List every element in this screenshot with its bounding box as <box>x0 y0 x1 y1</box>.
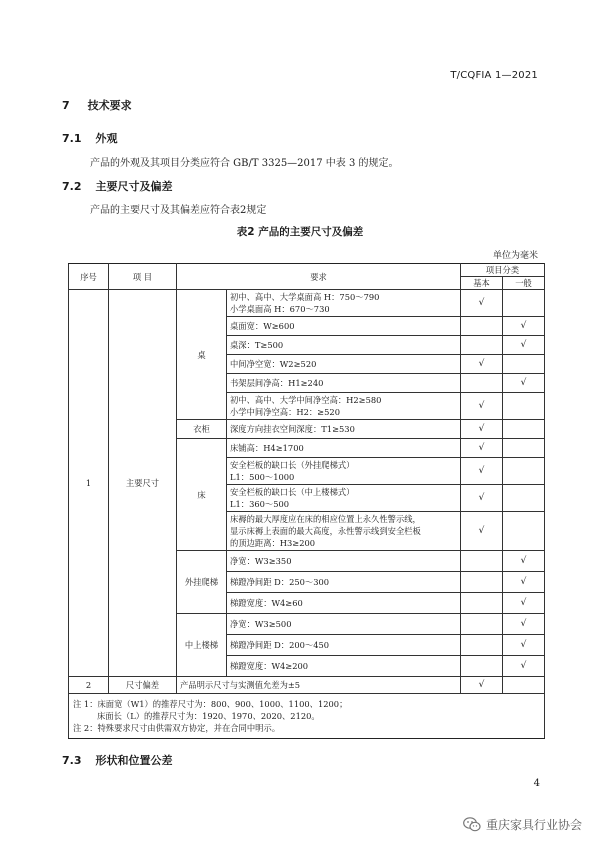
header-item: 项 目 <box>109 264 177 290</box>
table-row: 梯蹬净间距 D：200～450 <box>227 635 461 656</box>
note-2: 注 2：特殊要求尺寸由供需双方协定，并在合同中明示。 <box>73 723 281 733</box>
section-number: 7.1 <box>62 132 82 145</box>
table-row: 床褥的最大厚度应在床的相应位置上永久性警示线， 显示床褥上表面的最大高度，永性警示线到安全栏板 的顶边距离：H3≥200 <box>227 512 461 551</box>
table-row: 梯蹬宽度：W4≥60 <box>227 593 461 614</box>
check-mark: √ <box>503 374 545 393</box>
header-req: 要求 <box>177 264 461 290</box>
page-number: 4 <box>533 778 540 789</box>
table-row: 梯蹬净间距 D：250～300 <box>227 572 461 593</box>
section-number: 7.3 <box>62 754 82 767</box>
check-mark: √ <box>503 593 545 614</box>
section-7-1-body: 产品的外观及其项目分类应符合 GB/T 3325—2017 中表 3 的规定。 <box>90 158 399 169</box>
table-row: 净宽：W3≥500 <box>227 614 461 635</box>
table-row: 安全栏板的缺口长（中上楼梯式） L1：360～500 <box>227 485 461 512</box>
table-row: 净宽：W3≥350 <box>227 551 461 572</box>
section-title: 主要尺寸及偏差 <box>95 180 173 193</box>
row-2-no: 2 <box>69 677 109 694</box>
wechat-icon <box>463 817 481 832</box>
watermark <box>463 816 582 833</box>
table-row: 桌深：T≥500 <box>227 336 461 355</box>
section-7-1-heading <box>62 130 118 146</box>
check-mark: √ <box>461 512 503 551</box>
watermark-text: 重庆家具行业协会 <box>485 818 582 832</box>
group-wardrobe: 衣柜 <box>177 420 227 439</box>
table-row: 初中、高中、大学桌面高 H：750～790 小学桌面高 H：670～730 <box>227 290 461 317</box>
table-title: 表2 产品的主要尺寸及偏差 <box>236 226 364 238</box>
table-row: 初中、高中、大学中间净空高：H2≥580 小学中间净空高：H2：≥520 <box>227 393 461 420</box>
document-code: T/CQFIA 1—2021 <box>450 70 538 81</box>
check-mark: √ <box>461 485 503 512</box>
check-mark: √ <box>461 439 503 458</box>
row-2-item: 尺寸偏差 <box>109 677 177 694</box>
table-row: 中间净空宽：W2≥520 <box>227 355 461 374</box>
section-7-2-body: 产品的主要尺寸及其偏差应符合表2规定 <box>90 205 267 216</box>
section-7-3-heading <box>62 752 173 768</box>
check-mark: √ <box>461 677 503 694</box>
check-mark: √ <box>461 458 503 485</box>
table-row: 书架层间净高：H1≥240 <box>227 374 461 393</box>
check-mark: √ <box>503 551 545 572</box>
section-number: 7.2 <box>62 180 82 193</box>
check-mark: √ <box>503 635 545 656</box>
section-7-heading <box>62 97 132 113</box>
row-2-req: 产品明示尺寸与实测值允差为±5 <box>177 677 461 694</box>
section-title: 外观 <box>95 132 118 145</box>
check-mark: √ <box>461 393 503 420</box>
check-mark: √ <box>461 290 503 317</box>
note-1: 注 1：床面宽（W1）的推荐尺寸为：800、900、1000、1100、1200； <box>73 699 348 709</box>
table-unit: 单位为毫米 <box>492 251 538 261</box>
table-notes <box>69 694 545 739</box>
check-mark: √ <box>461 420 503 439</box>
table-row: 深度方向挂衣空间深度：T1≥530 <box>227 420 461 439</box>
row-1-no: 1 <box>69 290 109 677</box>
table-row: 安全栏板的缺口长（外挂爬梯式） L1：500～1000 <box>227 458 461 485</box>
spec-table <box>68 263 545 739</box>
section-7-2-heading <box>62 178 173 194</box>
row-1-item: 主要尺寸 <box>109 290 177 677</box>
section-title: 形状和位置公差 <box>95 754 173 767</box>
group-ladder: 外挂爬梯 <box>177 551 227 614</box>
group-stairs: 中上楼梯 <box>177 614 227 677</box>
check-mark: √ <box>503 336 545 355</box>
header-no: 序号 <box>69 264 109 290</box>
check-mark: √ <box>503 317 545 336</box>
section-title: 技术要求 <box>87 99 132 112</box>
group-bed: 床 <box>177 439 227 551</box>
header-general: 一般 <box>503 277 545 290</box>
note-1-cont: 床面长（L）的推荐尺寸为：1920、1970、2020、2120。 <box>97 711 320 721</box>
header-class: 项目分类 <box>461 264 545 277</box>
table-row: 梯蹬宽度：W4≥200 <box>227 656 461 677</box>
check-mark: √ <box>503 656 545 677</box>
header-basic: 基本 <box>461 277 503 290</box>
group-desk: 桌 <box>177 290 227 420</box>
table-row: 桌面宽：W≥600 <box>227 317 461 336</box>
check-mark: √ <box>503 614 545 635</box>
check-mark: √ <box>503 572 545 593</box>
table-row: 床铺高：H4≥1700 <box>227 439 461 458</box>
check-mark: √ <box>461 355 503 374</box>
section-number: 7 <box>62 99 70 112</box>
